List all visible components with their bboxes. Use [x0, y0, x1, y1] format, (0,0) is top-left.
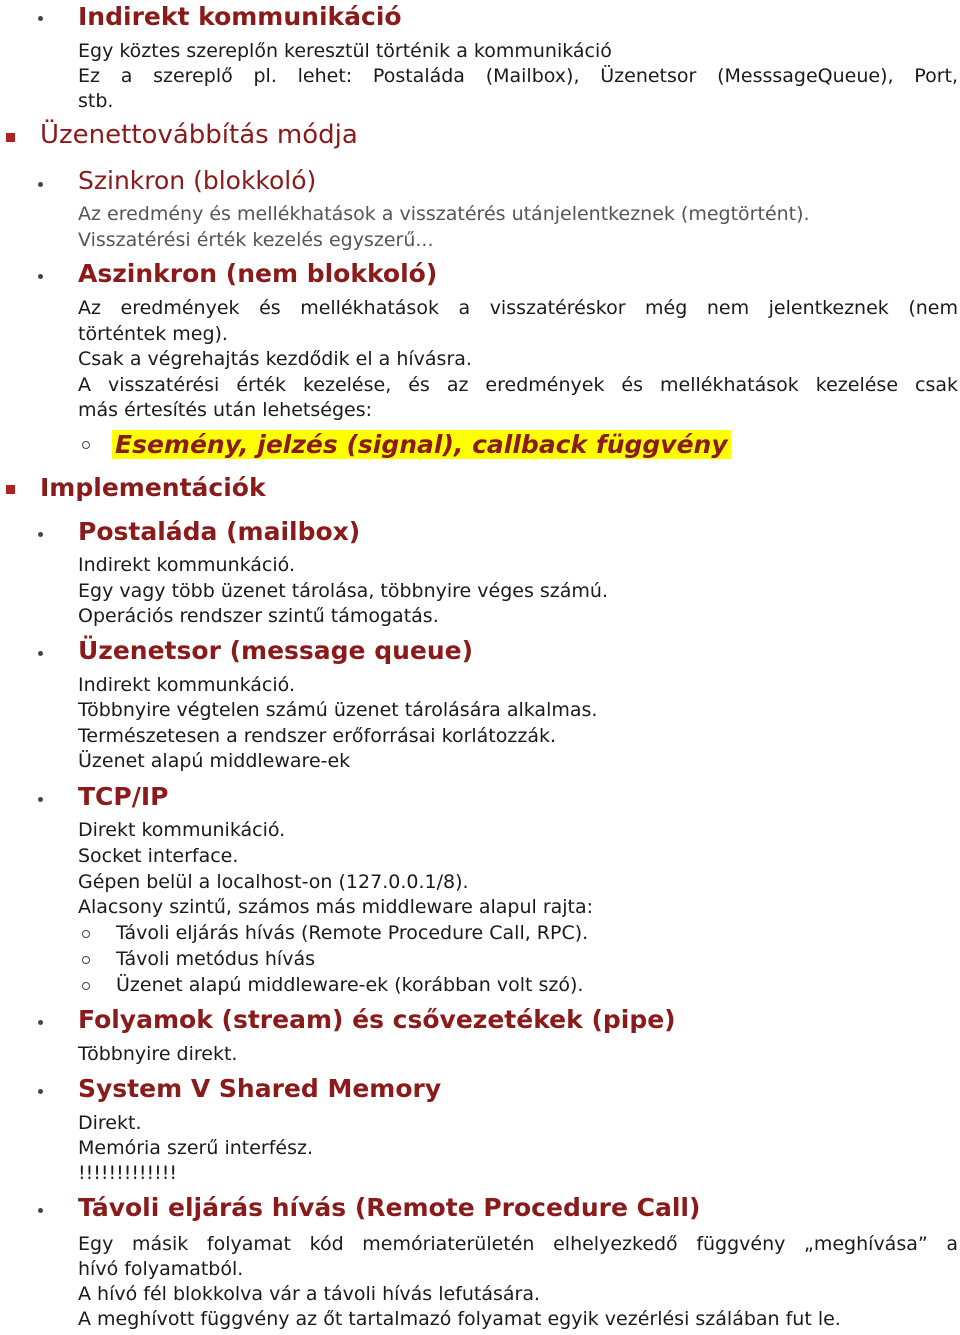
tcp-subitem: Üzenet alapú middleware-ek (korábban volt szó). [116, 974, 584, 996]
bullet-dot-icon [38, 532, 43, 537]
tcp-subitem: Távoli metódus hívás [116, 948, 315, 970]
sync-line-2: Visszatérési érték kezelés egyszerű... [78, 229, 434, 251]
bullet-circle-icon [82, 441, 90, 449]
rpc-line-2: hívó folyamatból. [78, 1258, 244, 1280]
async-line-1: Az eredmények és mellékhatások a visszatéréskor még nem jelentkeznek (nem [78, 297, 958, 319]
heading-rpc: Távoli eljárás hívás (Remote Procedure Call) [78, 1193, 701, 1222]
bullet-dot-icon [38, 274, 43, 279]
heading-shm: System V Shared Memory [78, 1074, 442, 1103]
bullet-dot-icon [38, 1020, 43, 1025]
heading-sync: Szinkron (blokkoló) [78, 166, 317, 195]
heading-queue: Üzenetsor (message queue) [78, 636, 474, 665]
tcp-subitem: Távoli eljárás hívás (Remote Procedure Call, RPC). [116, 922, 589, 944]
heading-impl: Implementációk [40, 473, 266, 502]
shm-line-1: Direkt. [78, 1112, 142, 1134]
heading-mailbox: Postaláda (mailbox) [78, 517, 361, 546]
async-line-3: Csak a végrehajtás kezdődik el a hívásra. [78, 348, 472, 370]
shm-line-2: Memória szerű interfész. [78, 1137, 314, 1159]
bullet-dot-icon [38, 797, 43, 802]
bullet-dot-icon [38, 651, 43, 656]
bullet-dot-icon [38, 16, 43, 21]
async-line-5: más értesítés után lehetséges: [78, 399, 372, 421]
bullet-dot-icon [38, 1089, 43, 1094]
heading-indirekt: Indirekt kommunikáció [78, 2, 402, 31]
heading-stream: Folyamok (stream) és csővezetékek (pipe) [78, 1005, 676, 1034]
bullet-dot-icon [38, 1208, 43, 1213]
tcp-line-1: Direkt kommunikáció. [78, 819, 286, 841]
mailbox-line-2: Egy vagy több üzenet tárolása, többnyire véges számú. [78, 580, 609, 602]
sync-line-1: Az eredmény és mellékhatások a visszatérés utánjelentkeznek (megtörtént). [78, 203, 810, 225]
indirekt-line-3: stb. [78, 90, 114, 112]
stream-line-1: Többnyire direkt. [78, 1043, 238, 1065]
async-line-4: A visszatérési érték kezelése, és az eredmények és mellékhatások kezelése csak [78, 374, 958, 396]
queue-line-2: Többnyire végtelen számú üzenet tárolására alkalmas. [78, 699, 598, 721]
rpc-line-3: A hívó fél blokkolva vár a távoli hívás lefutására. [78, 1283, 541, 1305]
mailbox-line-3: Operációs rendszer szintű támogatás. [78, 605, 439, 627]
rpc-line-1: Egy másik folyamat kód memóriaterületén elhelyezkedő függvény „meghívása” a [78, 1233, 958, 1255]
heading-tcp: TCP/IP [78, 782, 169, 811]
tcp-line-3: Gépen belül a localhost-on (127.0.0.1/8). [78, 871, 469, 893]
indirekt-line-1: Egy köztes szereplőn keresztül történik a kommunikáció [78, 40, 612, 62]
async-line-2: történtek meg). [78, 323, 228, 345]
indirekt-line-2: Ez a szereplő pl. lehet: Postaláda (Mailbox), Üzenetsor (MesssageQueue), Port, [78, 65, 958, 87]
bullet-square-icon [6, 485, 15, 494]
queue-line-4: Üzenet alapú middleware-ek [78, 750, 351, 772]
rpc-line-4: A meghívott függvény az őt tartalmazó folyamat egyik vezérlési szálában fut le. [78, 1308, 841, 1330]
queue-line-1: Indirekt kommunkáció. [78, 674, 295, 696]
heading-mode: Üzenettovábbítás módja [40, 120, 358, 150]
bullet-circle-icon [82, 956, 90, 964]
queue-line-3: Természetesen a rendszer erőforrásai korlátozzák. [78, 725, 557, 747]
bullet-circle-icon [82, 930, 90, 938]
mailbox-line-1: Indirekt kommunkáció. [78, 554, 295, 576]
bullet-circle-icon [82, 982, 90, 990]
tcp-line-2: Socket interface. [78, 845, 239, 867]
shm-line-3: !!!!!!!!!!!!! [78, 1162, 178, 1184]
highlight-callback: Esemény, jelzés (signal), callback függvény [112, 430, 731, 459]
bullet-square-icon [6, 133, 15, 142]
bullet-dot-icon [38, 182, 43, 187]
heading-async: Aszinkron (nem blokkoló) [78, 259, 438, 288]
tcp-line-4: Alacsony szintű, számos más middleware alapul rajta: [78, 896, 594, 918]
